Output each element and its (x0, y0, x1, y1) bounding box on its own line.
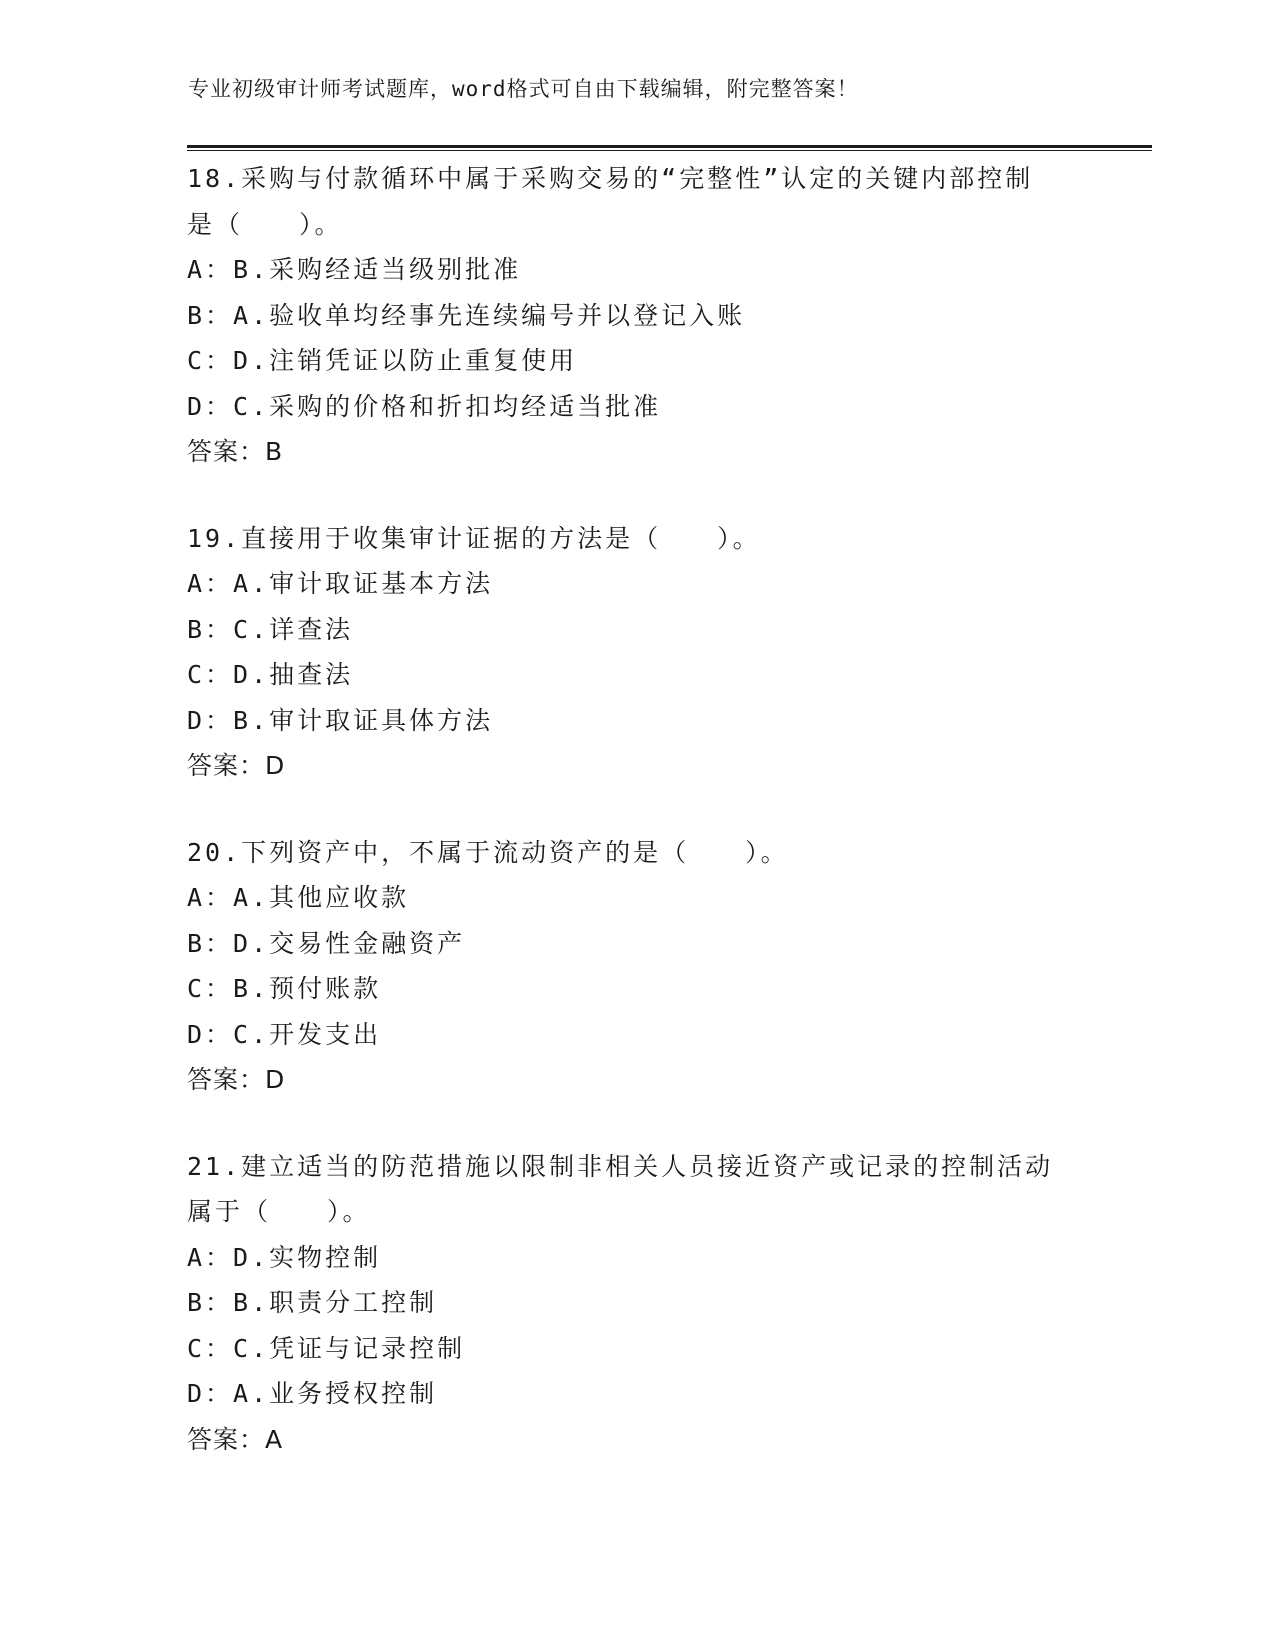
option-c: C：C.凭证与记录控制 (187, 1333, 466, 1363)
option-c: C：B.预付账款 (187, 974, 382, 1003)
option-b: B：D.交易性金融资产 (187, 928, 466, 958)
option-a: A：A.其他应收款 (187, 883, 410, 912)
question-18 (187, 156, 1087, 475)
option-d: D：C.开发支出 (187, 1019, 382, 1049)
option-d: D：C.采购的价格和折扣均经适当批准 (187, 391, 662, 421)
answer: 答案：B (187, 437, 284, 466)
question-20 (187, 830, 1087, 1103)
option-b: B：A.验收单均经事先连续编号并以登记入账 (187, 300, 746, 330)
question-stem: 属于（ ）。 (187, 1197, 371, 1226)
question-stem: 18.采购与付款循环中属于采购交易的“完整性”认定的关键内部控制 (187, 164, 1034, 193)
page-header-text: 专业初级审计师考试题库，word格式可自由下载编辑，附完整答案！ (188, 77, 859, 101)
option-d: D：A.业务授权控制 (187, 1379, 438, 1408)
option-a: A：A.审计取证基本方法 (187, 569, 494, 598)
option-c: C：D.注销凭证以防止重复使用 (187, 346, 578, 375)
option-d: D：B.审计取证具体方法 (187, 705, 494, 735)
header-divider-thin (187, 150, 1152, 151)
answer: 答案：D (187, 751, 286, 780)
question-list (187, 156, 1087, 1503)
answer: 答案：A (187, 1424, 284, 1454)
question-stem: 21.建立适当的防范措施以限制非相关人员接近资产或记录的控制活动 (187, 1151, 1054, 1181)
question-19 (187, 516, 1087, 789)
option-a: A：D.实物控制 (187, 1242, 382, 1272)
answer: 答案：D (187, 1065, 286, 1094)
option-b: B：C.详查法 (187, 614, 354, 644)
option-c: C：D.抽查法 (187, 660, 354, 689)
question-stem: 是（ ）。 (187, 209, 343, 239)
question-stem: 19.直接用于收集审计证据的方法是（ ）。 (187, 523, 761, 553)
option-a: A：B.采购经适当级别批准 (187, 255, 522, 284)
option-b: B：B.职责分工控制 (187, 1288, 438, 1317)
question-stem: 20.下列资产中，不属于流动资产的是（ ）。 (187, 837, 789, 867)
header-divider-thick (187, 145, 1152, 148)
question-21 (187, 1144, 1087, 1463)
